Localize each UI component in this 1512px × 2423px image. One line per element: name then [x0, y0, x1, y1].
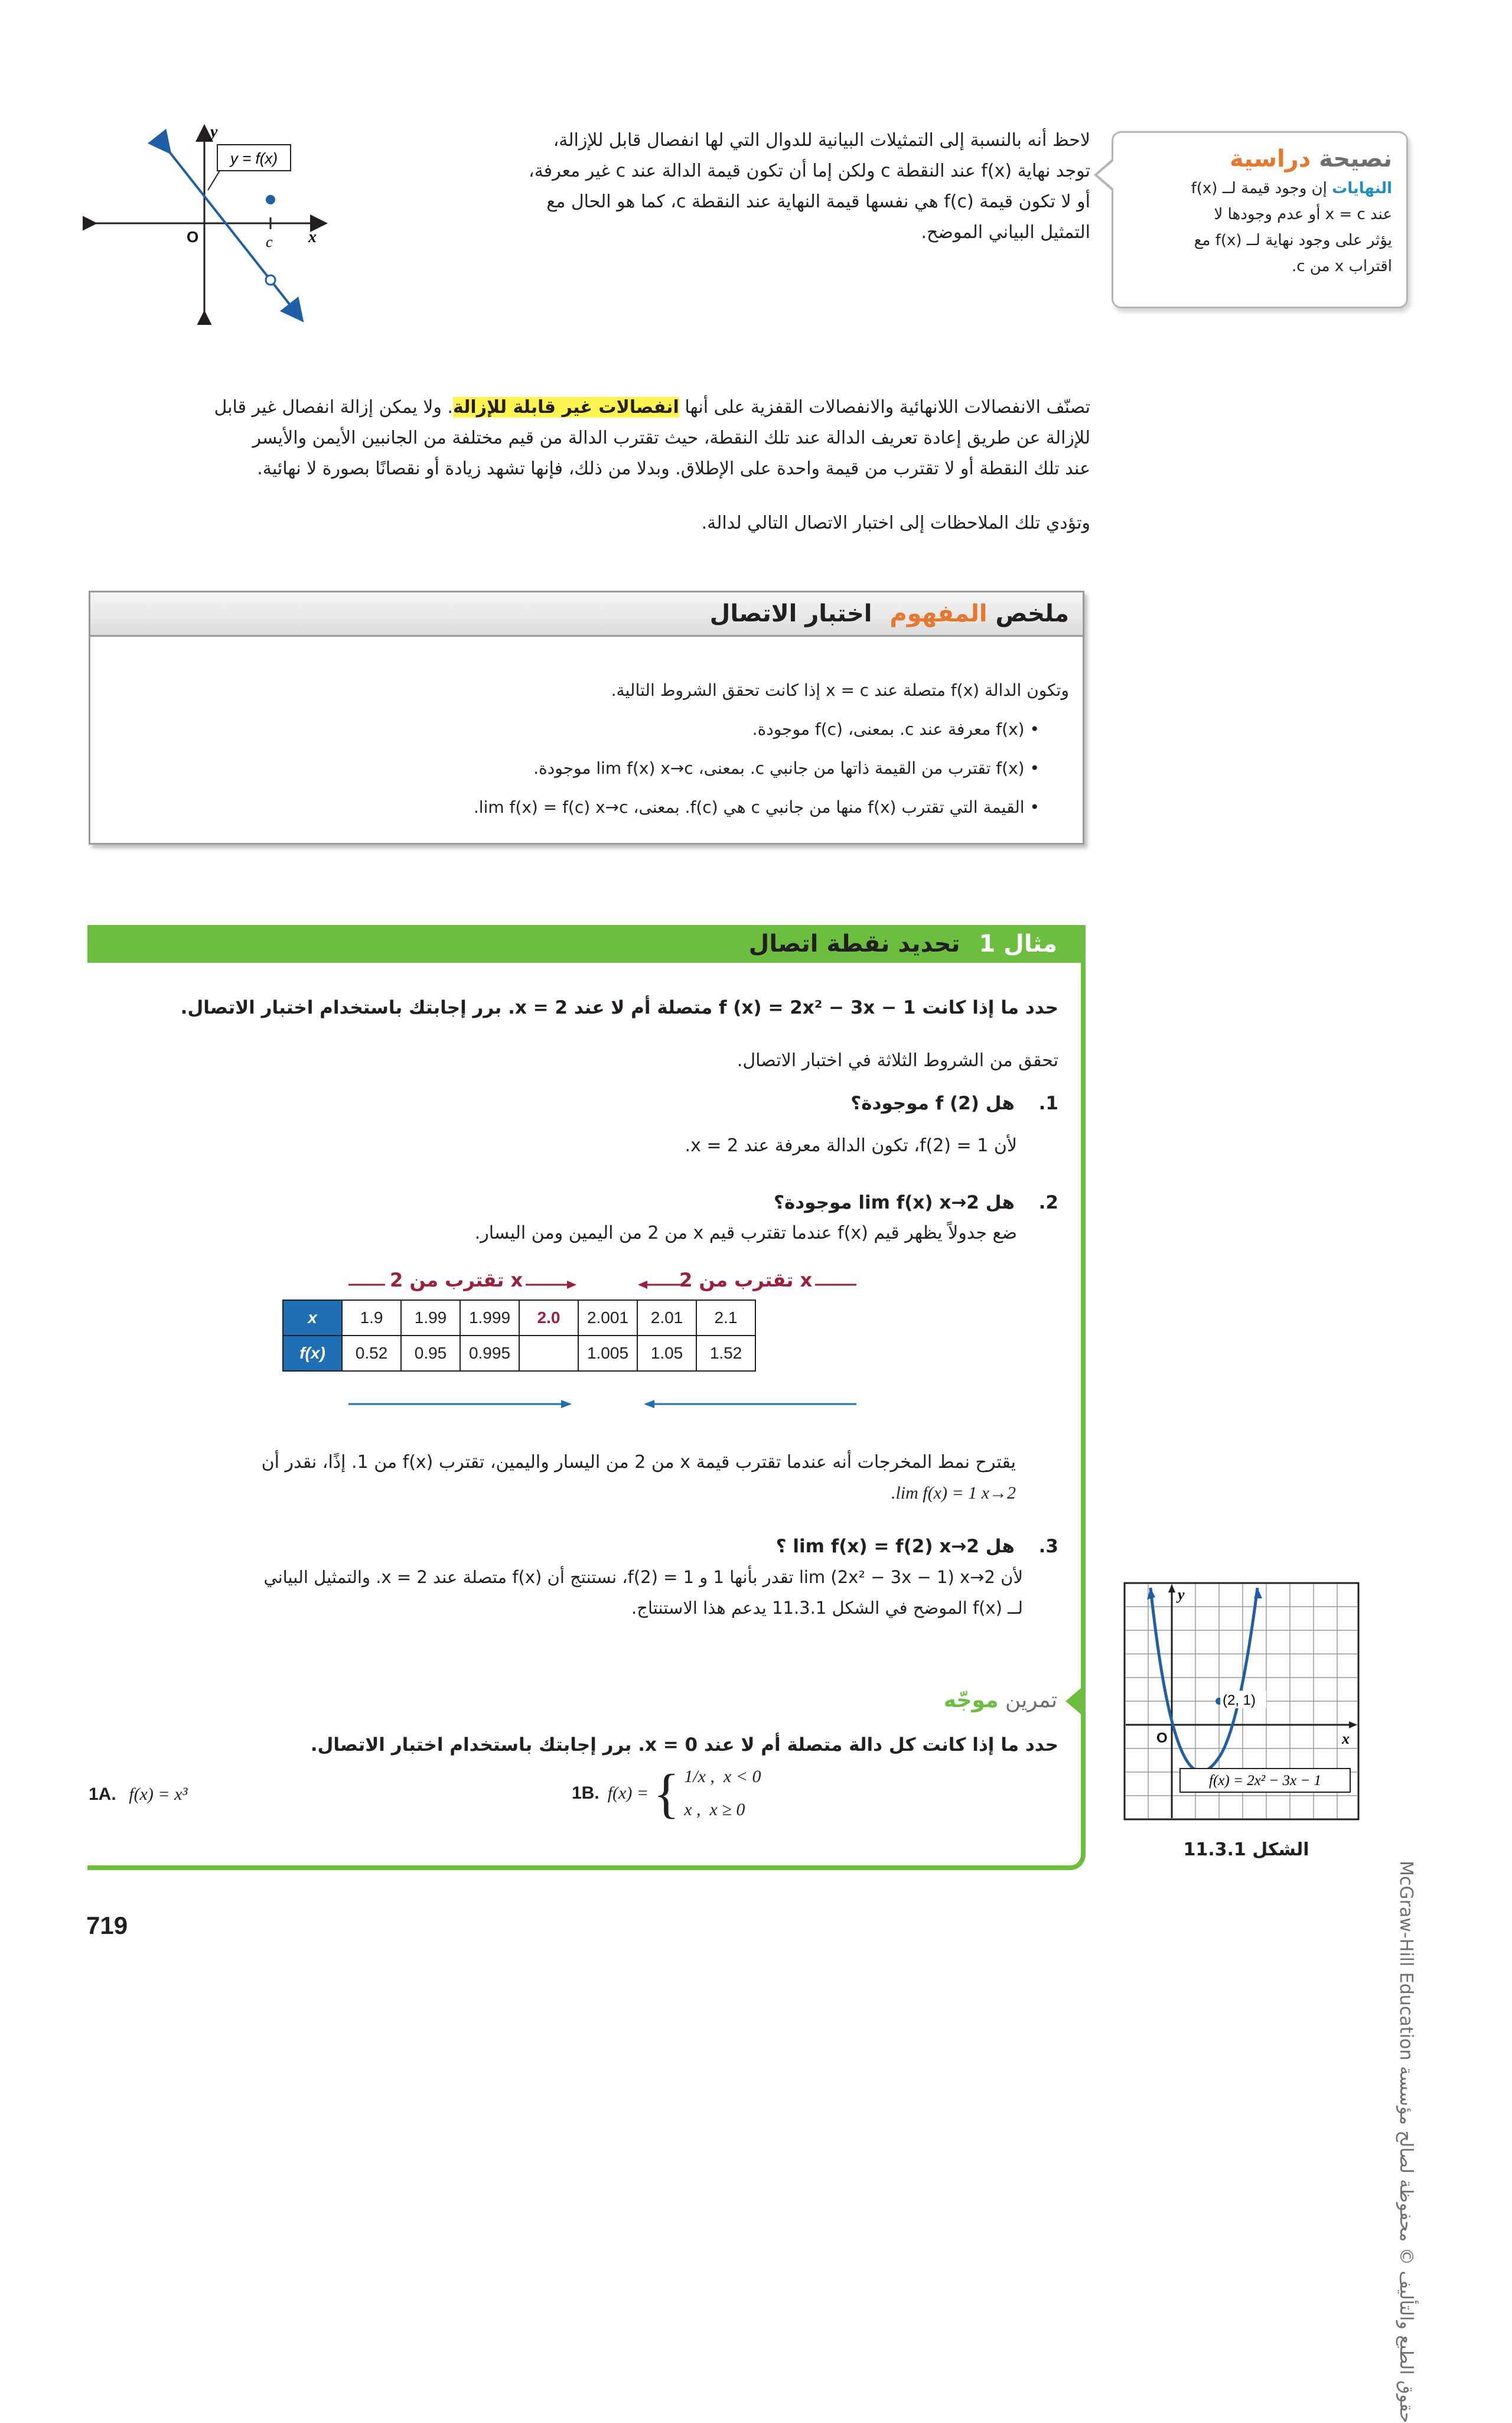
page-number: 719	[86, 1911, 128, 1939]
intro-line: أو لا تكون قيمة f(c) هي نفسها قيمة النهاية عند النقطة c، كما هو الحال مع	[546, 191, 1090, 212]
table-header: x	[283, 1300, 342, 1336]
intro-line: لاحظ أنه بالنسبة إلى التمثيلات البيانية للدوال التي لها انفصال قابل للإزالة،	[553, 130, 1090, 151]
origin-label: O	[187, 228, 199, 246]
condition-item: • f(x) تقترب من القيمة ذاتها من جانبي c. بمعنى، lim f(x) x→c موجودة.	[533, 758, 1040, 778]
table-cell: 1.9	[342, 1300, 401, 1336]
table-cell: 0.52	[342, 1336, 401, 1371]
table-cell: 2.001	[578, 1300, 637, 1336]
approach-arrows-top	[343, 1276, 862, 1294]
approach-arrows-bottom	[343, 1395, 862, 1413]
study-tip-title: نصيحة دراسية	[1230, 145, 1392, 172]
table-cell: 0.95	[401, 1336, 460, 1371]
piecewise-brace: {	[653, 1763, 680, 1823]
figure-11-3-1	[1123, 1582, 1360, 1820]
x-axis-label: x	[308, 228, 317, 246]
example-check: تحقق من الشروط الثلاثة في اختبار الاتصال.	[737, 1050, 1058, 1071]
table-cell: 1.52	[696, 1336, 755, 1371]
c-label: c	[266, 233, 273, 250]
left-approach-label: x تقترب من 2	[390, 1269, 523, 1291]
table-cell: 1.999	[460, 1300, 519, 1336]
highlighted-term: انفصالات غير قابلة للإزالة	[452, 397, 679, 418]
function-label: y = f(x)	[230, 149, 278, 167]
table-row	[283, 1300, 755, 1336]
table-cell: 0.995	[460, 1336, 519, 1371]
filled-point	[266, 195, 275, 204]
step-1: 1. هل f (2) موجودة؟ لأن f(2) = 1، تكون الدالة معرفة عند x = 2.	[685, 1093, 1058, 1156]
y-axis-label: y	[210, 124, 218, 141]
table-cell: 2.0	[519, 1300, 578, 1336]
concept-summary-title: ملخص المفهوم اختبار الاتصال	[709, 600, 1069, 627]
lead-in-paragraph: وتؤدي تلك الملاحظات إلى اختبار الاتصال التالي لدالة.	[701, 513, 1090, 533]
table-cell: 1.005	[578, 1336, 637, 1371]
intro-line: التمثيل البياني الموضح.	[921, 222, 1090, 243]
study-tip: نصيحة دراسية النهايات إن وجود قيمة لــ f(x) عند x = c أو عدم وجودها لا يؤثر على وجود نهاية لــ f(x) مع اقتراب x من c.	[1112, 131, 1408, 308]
open-circle	[266, 275, 275, 285]
function-label: f(x) = 2x² − 3x − 1	[1209, 1773, 1321, 1789]
practice-prompt: حدد ما إذا كانت كل دالة متصلة أم لا عند x = 0. برر إجابتك باستخدام اختبار الاتصال.	[310, 1734, 1058, 1756]
intro-line: توجد نهاية f(x) عند النقطة c ولكن إما أن تكون قيمة الدالة عند c غير معرفة،	[529, 161, 1090, 181]
table-cell: 2.1	[696, 1300, 755, 1336]
step-2: 2. هل lim f(x) x→2 موجودة؟ ضع جدولاً يظهر قيم f(x) عندما تقترب قيم x من 2 من اليمين ومن اليسار.	[474, 1192, 1058, 1243]
removable-discontinuity-graph	[83, 124, 337, 325]
fig-origin-label: O	[1156, 1730, 1168, 1746]
right-approach-label: x تقترب من 2	[679, 1269, 813, 1291]
practice-item-1b: 1B. f(x) = { 1/x , x < 0 x , x ≥ 0	[572, 1760, 761, 1826]
practice-item-1a: 1A. f(x) = x³	[89, 1784, 188, 1804]
piecewise-cases: 1/x , x < 0 x , x ≥ 0	[684, 1767, 761, 1819]
intro-paragraph	[425, 125, 1090, 248]
fig-y-label: y	[1178, 1586, 1185, 1603]
practice-marker	[1063, 1688, 1081, 1714]
table-cell: 1.99	[401, 1300, 460, 1336]
concept-summary-body	[118, 671, 1069, 827]
condition-item: • f(x) معرفة عند c. بمعنى، f(c) موجودة.	[752, 719, 1040, 739]
pattern-paragraph: يقترح نمط المخرجات أنه عندما تقترب قيمة x من 2 من اليسار واليمين، تقترب f(x) من 1. إذًا، نقدر أن lim f(x) = 1 x→2.	[261, 1452, 1016, 1503]
example-title: مثال 1 تحديد نقطة اتصال	[748, 930, 1057, 958]
study-tip-heading: النهايات	[1332, 180, 1392, 197]
condition-item: • القيمة التي تقترب f(x) منها من جانبي c هي f(c). بمعنى، lim f(x) = f(c) x→c.	[473, 797, 1040, 817]
fig-x-label: x	[1342, 1730, 1350, 1747]
study-tip-pointer-inner	[1097, 161, 1114, 189]
table-cell: 1.05	[637, 1336, 696, 1371]
copyright-credit: حقوق الطبع والتأليف © محفوظة لصالح مؤسسة McGraw-Hill Education	[1396, 1861, 1416, 2423]
figure-caption: الشكل 11.3.1	[1183, 1839, 1309, 1860]
table-cell: 2.01	[637, 1300, 696, 1336]
concept-summary-intro: وتكون الدالة f(x) متصلة عند x = c إذا كانت تحقق الشروط التالية.	[611, 680, 1069, 700]
step-3: 3. هل lim f(x) = f(2) x→2 ؟ لأن lim (2x² − 3x − 1) x→2 تقدر بأنها 1 و f(2) = 1، نستنتج أن f(x) متصلة عند x = 2. والتمثيل البياني لــ f(x) الموضح في الشكل 11.3.1 يدعم هذا الاستنتاج.	[263, 1536, 1058, 1618]
table-header: f(x)	[283, 1336, 342, 1371]
values-table-wrap	[282, 1300, 756, 1372]
table-cell	[519, 1336, 578, 1371]
nonremovable-paragraph: تصنّف الانفصالات اللانهائية والانفصالات القفزية على أنها انفصالات غير قابلة للإزالة. ولا يمكن إزالة انفصال غير قابل للإزالة عن طريق إعادة تعريف الدالة عند تلك النقطة، حيث تقترب الدالة من قيم مختلفة من الجانبين الأيمن والأيسر عند تلك النقطة أو لا تقترب من قيمة واحدة على الإطلاق. وبدلا من ذلك، فإنها تشهد زيادة أو نقصانًا بصورة لا نهائية.	[214, 397, 1090, 479]
point-label: (2, 1)	[1223, 1692, 1256, 1708]
table-row	[283, 1336, 755, 1371]
values-table	[282, 1300, 756, 1372]
practice-title: تمرين موجّه	[943, 1688, 1057, 1712]
example-question: حدد ما إذا كانت f (x) = 2x² − 3x − 1 متصلة أم لا عند x = 2. برر إجابتك باستخدام اختبار الاتصال.	[180, 997, 1058, 1018]
